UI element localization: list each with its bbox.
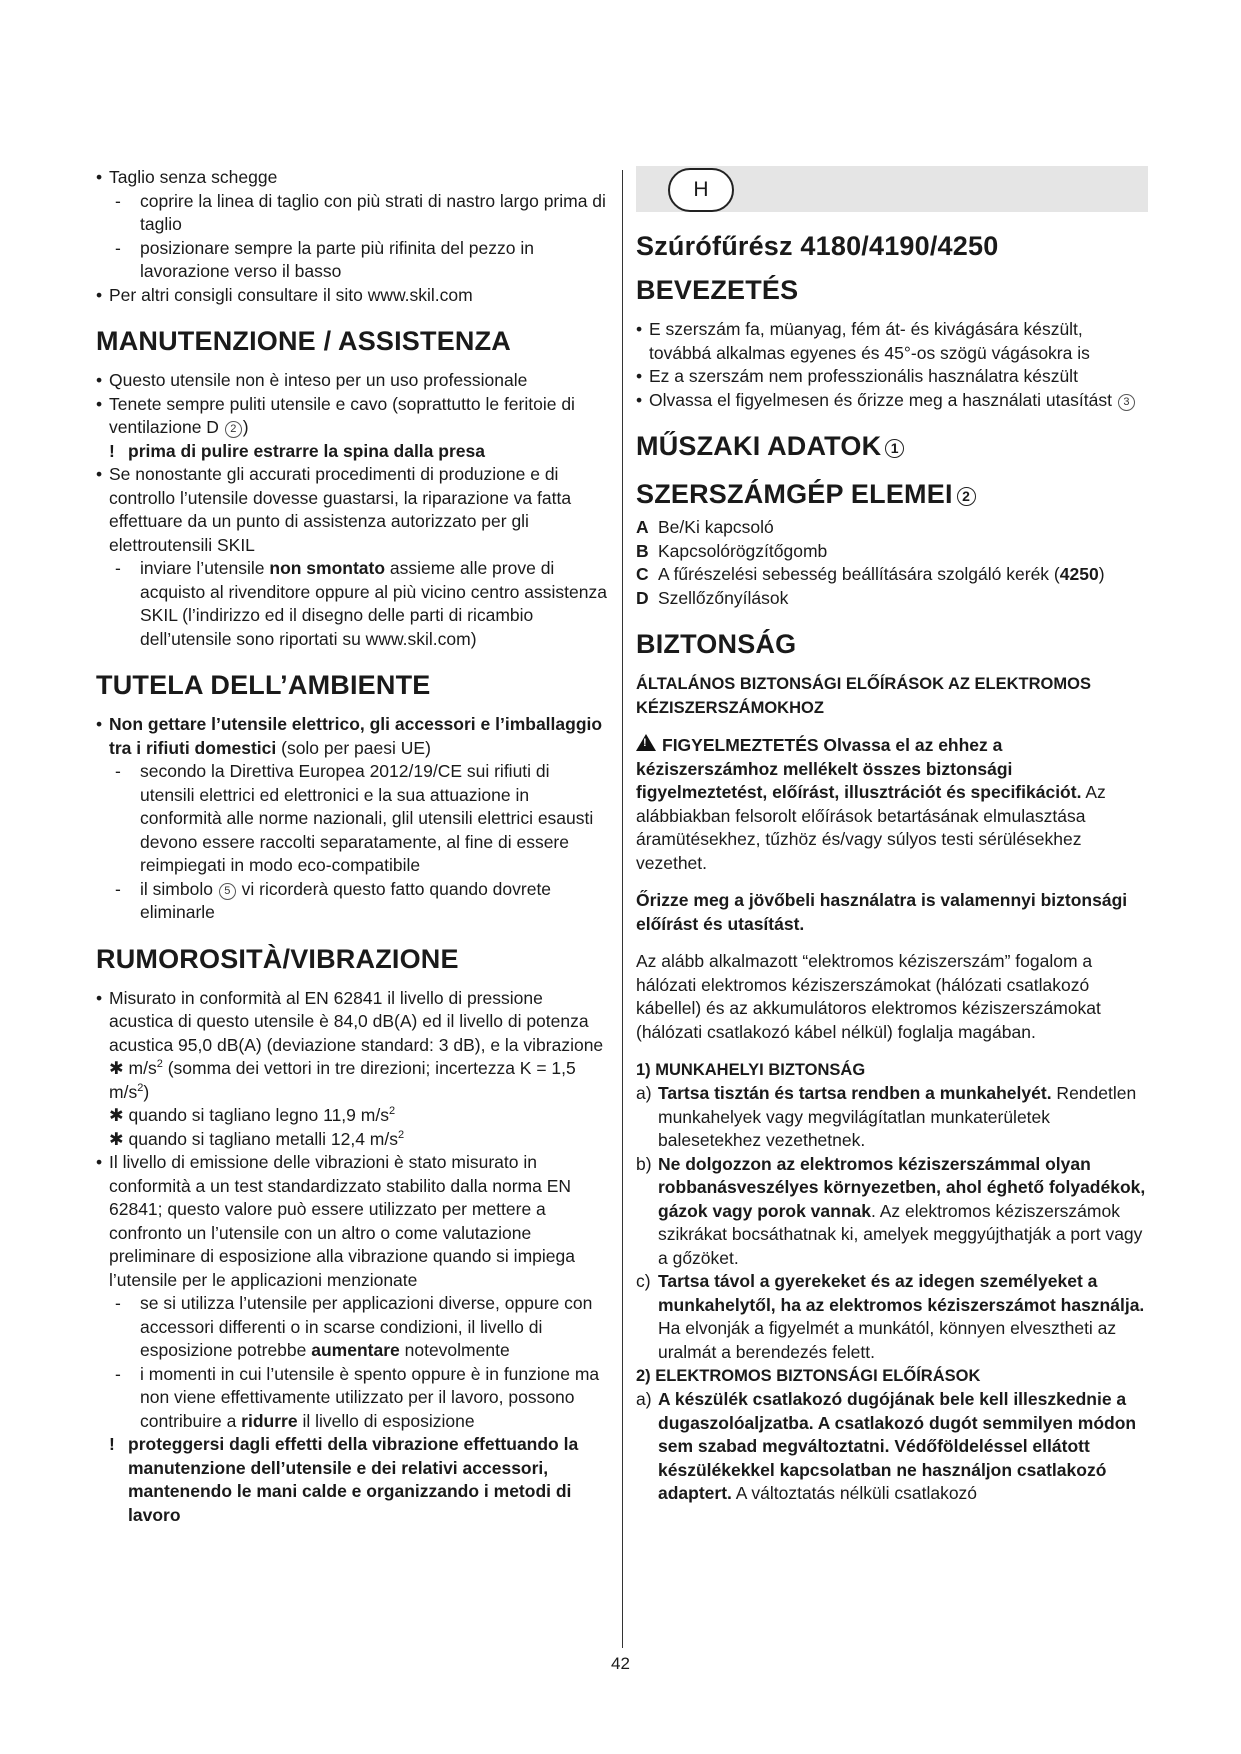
electrical-safety-heading: 2) ELEKTROMOS BIZTONSÁGI ELŐÍRÁSOK xyxy=(636,1367,981,1385)
sub-list-item: - inviare l’utensile non smontato assieme alle prove di acquisto al rivenditore oppure al più vicino centro assistenza SKIL (l’indirizzo ed il disegno delle parti di ricambio dell’utensile sono riportati su www.skil.com) xyxy=(115,558,607,649)
rule-item: a) A készülék csatlakozó dugójának bele kell illeszkednie a dugaszolóaljzatba. A csatlakozó dugót semmilyen módon sem szabad megváltoztatni. Védőföldeléssel ellátott készülékekkel kapcsolatban ne használjon csatlakozó adaptert. A változtatás nélküli csatlakozó xyxy=(636,1389,1137,1503)
sub-list-item: - coprire la linea di taglio con più strati di nastro largo prima di taglio xyxy=(115,190,606,234)
warning-paragraph: !FIGYELMEZTETÉS Olvassa el az ehhez a kéziszerszámhoz mellékelt összes biztonsági figyelmeztetést, előírást, illusztrációt és specifikációt. Az alábbiakban felsorolt előírások betartásának elmulasztása áramütésekhez, tűzhöz és/vagy súlyos testi sérülésekhez vezethet. xyxy=(636,734,1148,875)
warning-triangle-icon xyxy=(636,734,656,751)
sub-list-item: - i momenti in cui l’utensile è spento oppure è in funzione ma non viene effettivamente utilizzato per il lavoro, possono contribuire a ridurre il livello di esposizione xyxy=(115,1363,600,1431)
right-column xyxy=(636,166,1148,1506)
language-banner xyxy=(636,166,1148,212)
language-badge: H xyxy=(668,168,734,212)
warning-note: ! prima di pulire estrarre la spina dalla presa xyxy=(109,440,485,461)
part-item-b: B Kapcsolórögzítőgomb xyxy=(636,540,828,561)
safety-subtitle: ÁLTALÁNOS BIZTONSÁGI ELŐÍRÁSOK AZ ELEKTROMOS KÉZISZERSZÁMOKHOZ xyxy=(636,675,1091,717)
section-heading-rumorosita: RUMOROSITÀ/VIBRAZIONE xyxy=(96,943,459,974)
figure-ref-3: 3 xyxy=(1118,394,1135,411)
list-item: • Ez a szerszám nem professzionális használatra készült xyxy=(636,366,1078,386)
section-heading-manutenzione: MANUTENZIONE / ASSISTENZA xyxy=(96,326,512,356)
section-heading-bevezetes: BEVEZETÉS xyxy=(636,275,799,305)
warning-note: ! proteggersi dagli effetti della vibrazione effettuando la manutenzione dell’utensile e dei relativi accessori, mantenendo le mani calde e organizzando i metodi di lavoro xyxy=(109,1434,579,1525)
section-heading-elemei: SZERSZÁMGÉP ELEMEI 2 xyxy=(636,478,1148,510)
figure-ref-2: 2 xyxy=(957,487,976,506)
rule-item: a) Tartsa tisztán és tartsa rendben a munkahelyét. Rendetlen munkahelyek vagy megvilágítatlan munkaterületek balesetekhez vezethetnek. xyxy=(636,1083,1137,1150)
vibration-value-metal: ✱ quando si tagliano metalli 12,4 $m/s^2$ xyxy=(109,1128,405,1149)
section-heading-ambiente: TUTELA DELL’AMBIENTE xyxy=(96,670,431,700)
list-item: • Il livello di emissione delle vibrazioni è stato misurato in conformità a un test standardizzato stabilito dalla norma EN 62841; questo valore può essere utilizzato per mettere a confronto un l’utensile con un altro o come valutazione preliminare di esposizione alla vibrazione quando si impiega l’utensile per le applicazioni menzionate xyxy=(96,1152,575,1290)
sub-list-item: - secondo la Direttiva Europea 2012/19/CE sui rifiuti di utensili elettrici ed elettronici e la sua attuazione in conformità alle norme nazionali, glil utensili elettrici esausti devono essere raccolti separatamente, al fine di essere reimpiegati in modo eco-compatibile xyxy=(115,761,594,875)
list-item: • Non gettare l’utensile elettrico, gli accessori e l’imballaggio tra i rifiuti domestici (solo per paesi UE) xyxy=(96,714,603,758)
sub-list-item: - posizionare sempre la parte più rifinita del pezzo in lavorazione verso il basso xyxy=(115,237,534,281)
product-title: Szúrófűrész 4180/4190/4250 xyxy=(636,231,999,261)
definition-paragraph: Az alább alkalmazott “elektromos kéziszerszám” fogalom a hálózati elektromos kéziszerszámokat (hálózati csatlakozó kábellel) és az akkumulátoros elektromos kéziszerszámokat (hálózati csatlakozó kábel nélkül) foglalja magában. xyxy=(636,951,1101,1042)
page-number: 42 xyxy=(611,1654,630,1673)
list-item: • Tenete sempre puliti utensile e cavo (soprattutto le feritoie di ventilazione D 2 ) xyxy=(96,393,575,437)
list-item: • Per altri consigli consultare il sito www.skil.com xyxy=(96,284,473,305)
list-item: • Questo utensile non è inteso per un uso professionale xyxy=(96,370,528,390)
sub-list-item: - se si utilizza l’utensile per applicazioni diverse, oppure con accessori differenti o in scarse condizioni, il livello di esposizione potrebbe aumentare notevolmente xyxy=(115,1293,593,1360)
list-item: • Se nonostante gli accurati procedimenti di produzione e di controllo l’utensile dovesse guastarsi, la riparazione va fatta effettuare da un punto di assistenza autorizzato per gli elettroutensili SKIL xyxy=(96,464,572,555)
rule-item: b) Ne dolgozzon az elektromos kéziszerszámmal olyan robbanásveszélyes környezetben, ahol éghető folyadékok, gázok vagy porok vannak. Az elektromos kéziszerszámok szikrákat bocsáthatnak ki, amelyek meggyújthatják a port vagy a gőzöket. xyxy=(636,1153,1146,1268)
sub-list-item: - il simbolo 5 vi ricorderà questo fatto quando dovrete eliminarle xyxy=(115,878,552,922)
list-item: • Taglio senza schegge xyxy=(96,167,278,187)
list-item: • E szerszám fa, müanyag, fém át- és kivágására készült, továbbá alkalmas egyenes és 45°-os szögü vágásokra is xyxy=(636,319,1090,363)
rule-item: c) Tartsa távol a gyerekeket és az idegen személyeket a munkahelytől, ha az elektromos kéziszerszámot használja. Ha elvonják a figyelmét a munkától, könnyen elvesztheti az uralmát a berendezés felett. xyxy=(636,1271,1145,1362)
figure-ref-1: 1 xyxy=(885,439,904,458)
part-item-d: D Szellőzőnyílások xyxy=(636,587,789,608)
section-heading-biztonsag: BIZTONSÁG xyxy=(636,629,797,659)
part-item-c: C A fűrészelési sebesség beállítására szolgáló kerék (4250) xyxy=(636,564,1105,584)
vibration-value-wood: ✱ quando si tagliano legno 11,9 $m/s^2$ xyxy=(109,1105,396,1125)
left-column xyxy=(96,166,608,1527)
keep-instructions: Őrizze meg a jövőbeli használatra is valamennyi biztonsági előírást és utasítást. xyxy=(636,890,1128,934)
list-item: • Olvassa el figyelmesen és őrizze meg a használati utasítást 3 xyxy=(636,389,1148,413)
column-divider xyxy=(622,170,623,1648)
figure-ref-5: 5 xyxy=(219,883,236,900)
workplace-safety-heading: 1) MUNKAHELYI BIZTONSÁG xyxy=(636,1061,866,1079)
part-item-a: A Be/Ki kapcsoló xyxy=(636,517,774,537)
list-item: • Misurato in conformità al EN 62841 il livello di pressione acustica di questo utensile è 84,0 dB(A) ed il livello di potenza acustica 95,0 dB(A) (deviazione standard: 3 dB), e la vibrazione ✱ $m/s^2$ (somma dei vettori in tre direzioni; incertezza K = 1,5 $m/s^2$) xyxy=(96,987,604,1102)
section-heading-muszaki: MŰSZAKI ADATOK 1 xyxy=(636,430,1148,462)
figure-ref-2: 2 xyxy=(225,421,242,438)
